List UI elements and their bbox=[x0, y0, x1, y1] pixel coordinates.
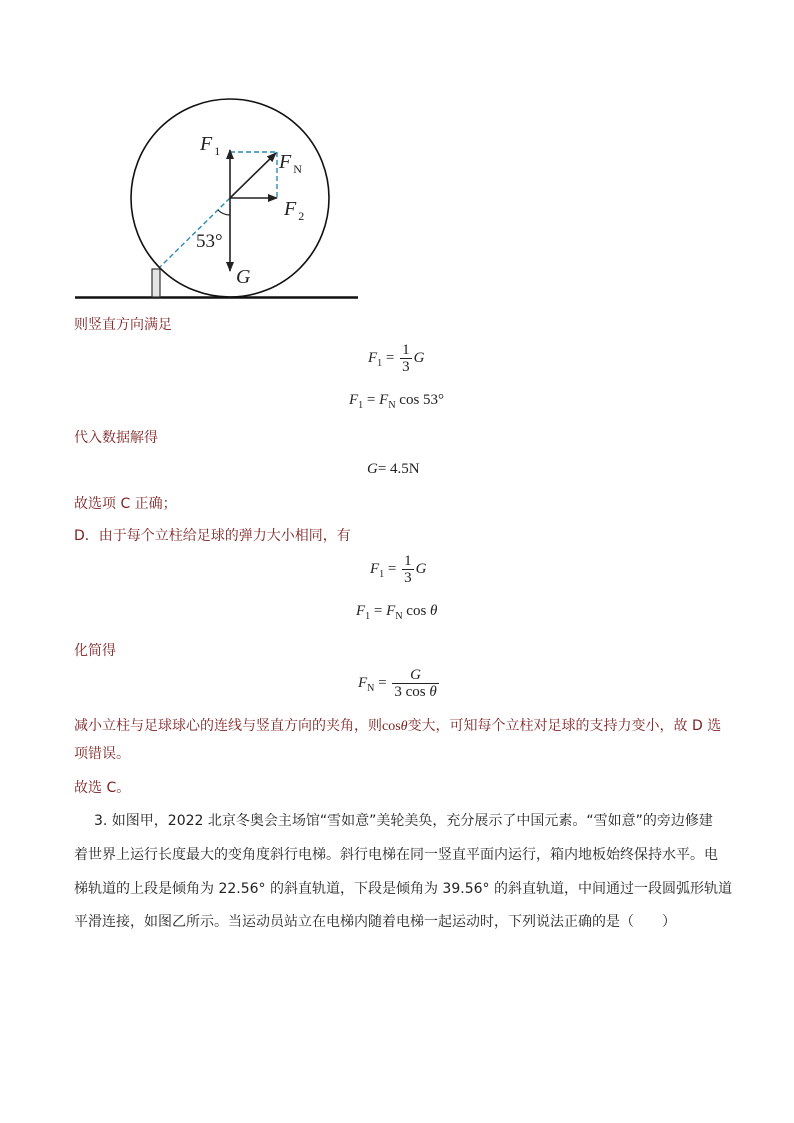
eq-F1-FN-cos53: $F_1 = F_N$ cos 53° bbox=[349, 392, 445, 411]
eq-F1-third-G-a: $F_1$ = $\frac{1}{3}$ G bbox=[368, 342, 425, 375]
label-angle: 53° bbox=[196, 231, 223, 252]
post bbox=[152, 269, 160, 297]
arrow-FN bbox=[230, 153, 276, 198]
sol-line-8: 故选 C。 bbox=[74, 780, 131, 796]
sol-line-6: 减小立柱与足球球心的连线与竖直方向的夹角，则cosθ变大，可知每个立柱对足球的支持力变小，故 D 选 bbox=[74, 718, 722, 734]
eq-F1-third-G-b: $F_1$ = $\frac{1}{3}$ G bbox=[370, 553, 427, 586]
question-line-4: 平滑连接，如图乙所示。当运动员站立在电梯内随着电梯一起运动时，下列说法正确的是（ ） bbox=[74, 914, 676, 930]
fraction-one-third-b: $\frac{1}{3}$ bbox=[404, 553, 412, 586]
eq-F1-FN-cos-theta: $F_1 = F_N$ cos θ bbox=[356, 603, 438, 622]
sol-line-7: 项错误。 bbox=[74, 746, 130, 762]
force-diagram bbox=[70, 95, 370, 310]
label-F1: F $_1$ bbox=[200, 133, 221, 158]
question-line-3: 梯轨道的上段是倾角为 22.56° 的斜直轨道，下段是倾角为 39.56° 的斜直轨道，中间通过一段圆弧形轨道 bbox=[74, 881, 732, 897]
label-G: G bbox=[236, 266, 251, 288]
sol-line-2: 代入数据解得 bbox=[74, 430, 158, 446]
question-line-1: 3. 如图甲，2022 北京冬奥会主场馆“雪如意”美轮美奂，充分展示了中国元素。“雪如意”的旁边修建 bbox=[94, 813, 713, 829]
sol-line-4: D．由于每个立柱给足球的弹力大小相同，有 bbox=[74, 528, 351, 544]
sol-line-3: 故选项 C 正确； bbox=[74, 496, 177, 512]
sol-line-5: 化简得 bbox=[74, 643, 116, 659]
label-FN: F $_N$ bbox=[279, 151, 302, 176]
fraction-one-third: $\frac{1}{3}$ bbox=[402, 342, 410, 375]
angle-arc bbox=[218, 210, 230, 215]
eq-FN-G-over-3cos: $F_N$ = $\frac{G}{\text{3 cos θ}}$ bbox=[358, 667, 437, 700]
question-line-2: 着世界上运行长度最大的变角度斜行电梯。斜行电梯在同一竖直平面内运行，箱内地板始终保持水平。电 bbox=[74, 847, 718, 863]
sol-line-1: 则竖直方向满足 bbox=[74, 317, 172, 333]
fraction-G-over-3cos: $\frac{G}{\text{3 cos θ}}$ bbox=[394, 667, 437, 700]
label-F2: F $_2$ bbox=[284, 198, 305, 223]
eq-G-value: G= 4.5N bbox=[367, 461, 420, 477]
